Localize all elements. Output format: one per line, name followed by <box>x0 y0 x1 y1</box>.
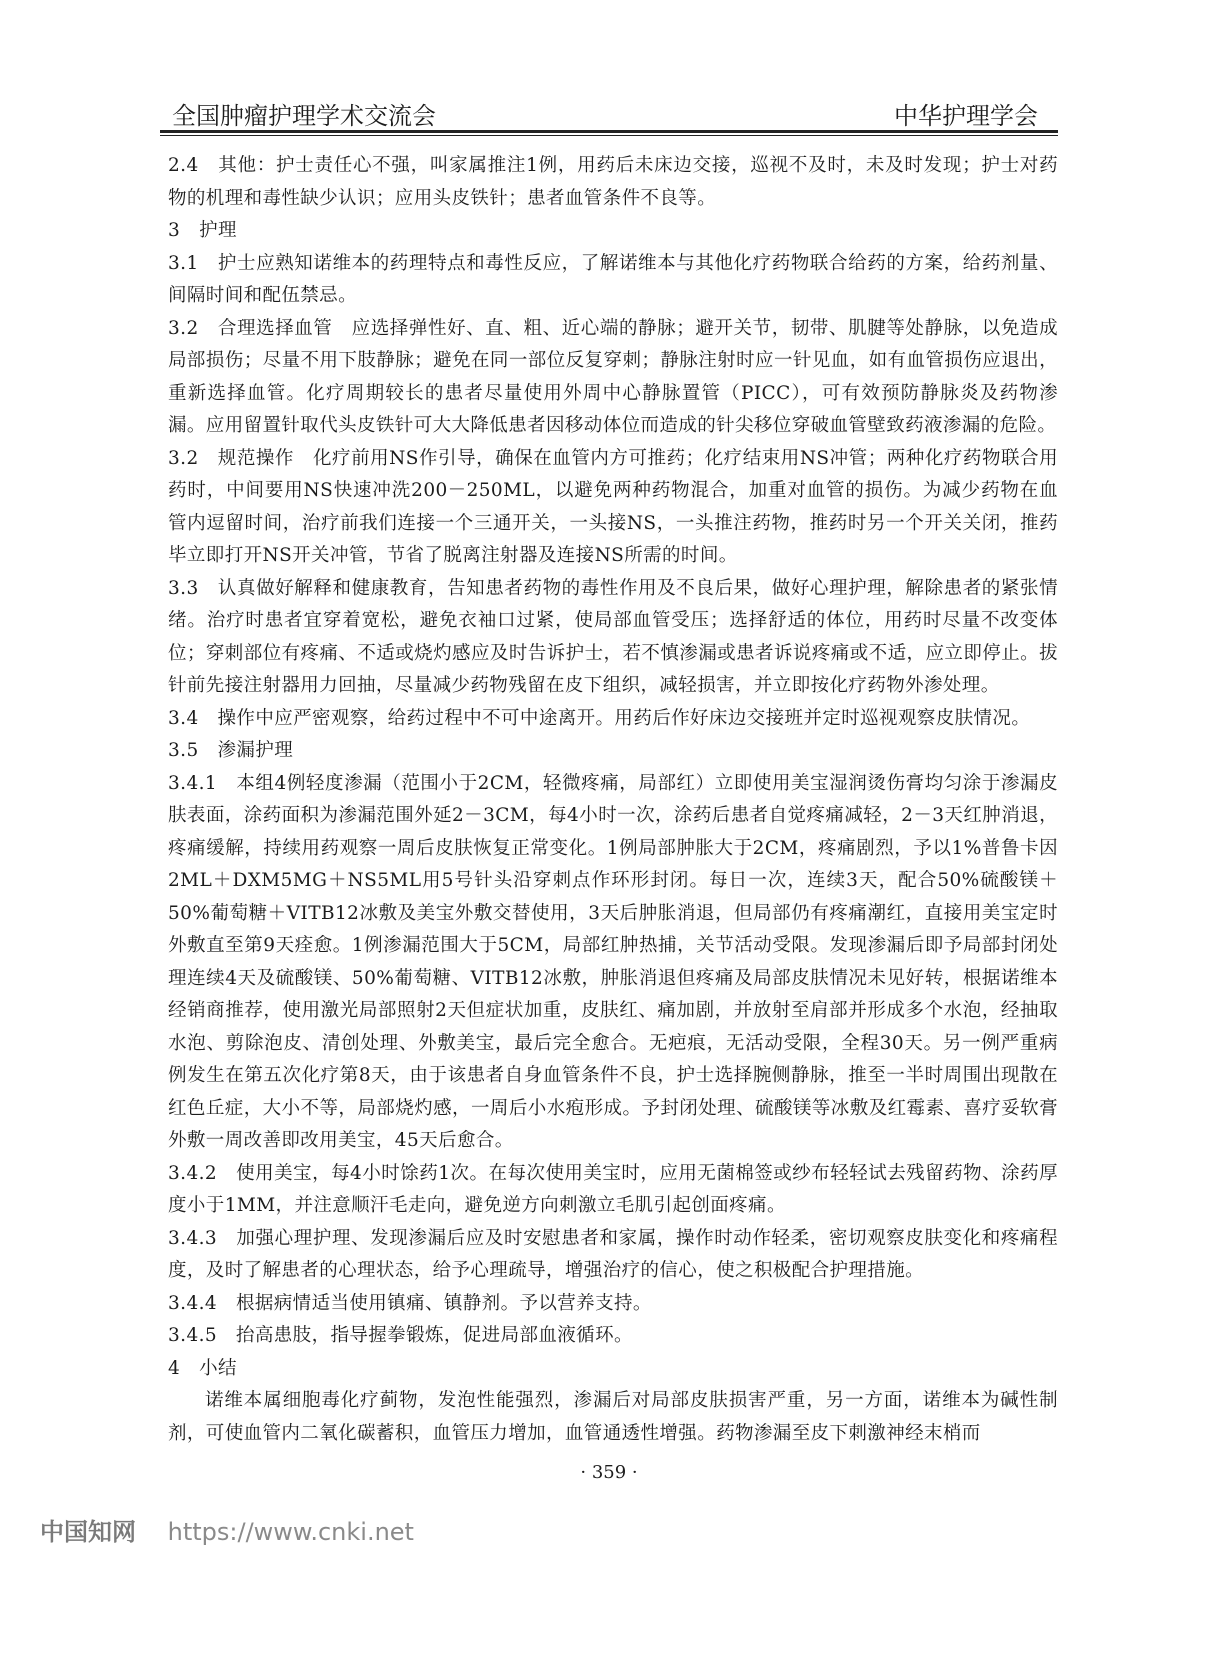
paragraph-3-4-4: 3.4.4 根据病情适当使用镇痛、镇静剂。予以营养支持。 <box>168 1292 652 1314</box>
paragraph-3-4-2: 3.4.2 使用美宝，每4小时馀药1次。在每次使用美宝时，应用无菌棉签或纱布轻轻试去残留药物、涂药厚度小于1MM，并注意顺汗毛走向，避免逆方向刺激立毛肌引起创面疼痛。 <box>168 1162 1058 1216</box>
watermark-logo-text: 中国知网 <box>40 1518 136 1546</box>
paragraph-3-4-1: 3.4.1 本组4例轻度渗漏（范围小于2CM，轻微疼痛，局部红）立即使用美宝湿润烫伤膏均匀涂于渗漏皮肤表面，涂药面积为渗漏范围外延2－3CM，每4小时一次，涂药后患者自觉疼痛减轻，2－3天红肿消退，疼痛缓解，持续用药观察一周后皮肤恢复正常变化。1例局部肿胀大于2CM，疼痛剧烈，予以1%普鲁卡因2ML＋DXM5MG＋NS5ML用5号针头沿穿刺点作环形封闭。每日一次，连续3天，配合50%硫酸镁＋50%葡萄糖＋VITB12冰敷及美宝外敷交替使用，3天后肿胀消退，但局部仍有疼痛潮红，直接用美宝定时外敷直至第9天痊愈。1例渗漏范围大于5CM，局部红肿热捕，关节活动受限。发现渗漏后即予局部封闭处理连续4天及硫酸镁、50%葡萄糖、VITB12冰敷，肿胀消退但疼痛及局部皮肤情况未见好转，根据诺维本经销商推荐，使用激光局部照射2天但症状加重，皮肤红、痛加剧，并放射至肩部并形成多个水泡，经抽取水泡、剪除泡皮、清创处理、外敷美宝，最后完全愈合。无疤痕，无活动受限，全程30天。另一例严重病例发生在第五次化疗第8天，由于该患者自身血管条件不良，护士选择腕侧静脉，推至一半时周围出现散在红色丘症，大小不等，局部烧灼感，一周后小水疱形成。予封闭处理、硫酸镁等冰敷及红霉素、喜疗妥软膏外敷一周改善即改用美宝，45天后愈合。 <box>168 772 1058 1151</box>
paragraph-2-4: 2.4 其他：护士责任心不强，叫家属推注1例，用药后未床边交接，巡视不及时，未及时发现；护士对药物的机理和毒性缺少认识；应用头皮铁针；患者血管条件不良等。 <box>168 155 1058 209</box>
conference-title: 全国肿瘤护理学术交流会 <box>172 102 436 130</box>
page-header <box>160 92 1058 132</box>
section-heading-4: 4 小结 <box>168 1357 237 1379</box>
paragraph-3-2-vessel: 3.2 合理选择血管 应选择弹性好、直、粗、近心端的静脉；避开关节，韧带、肌腱等处静脉，以免造成局部损伤；尽量不用下肢静脉；避免在同一部位反复穿刺；静脉注射时应一针见血，如有血管损伤应退出，重新选择血管。化疗周期较长的患者尽量使用外周中心静脉置管（PICC），可有效预防静脉炎及药物渗漏。应用留置针取代头皮铁针可大大降低患者因移动体位而造成的针尖移位穿破血管壁致药液渗漏的危险。 <box>168 317 1058 436</box>
section-heading-3-5: 3.5 渗漏护理 <box>168 740 294 761</box>
page-number: · 359 · <box>580 1462 638 1483</box>
paragraph-3-1: 3.1 护士应熟知诺维本的药理特点和毒性反应，了解诺维本与其他化疗药物联合给药的方案，给药剂量、间隔时间和配伍禁忌。 <box>168 252 1058 306</box>
section-heading-3: 3 护理 <box>168 220 237 241</box>
paragraph-3-3: 3.3 认真做好解释和健康教育，告知患者药物的毒性作用及不良后果，做好心理护理，解除患者的紧张情绪。治疗时患者宜穿着宽松，避免衣袖口过紧，使局部血管受压；选择舒适的体位，用药时尽量不改变体位；穿刺部位有疼痛、不适或烧灼感应及时告诉护士，若不慎渗漏或患者诉说疼痛或不适，应立即停止。拔针前先接注射器用力回抽，尽量减少药物残留在皮下组织，减轻损害，并立即按化疗药物外渗处理。 <box>168 577 1058 696</box>
header-rule-thin <box>160 135 1058 136</box>
watermark-url: https://www.cnki.net <box>167 1518 414 1546</box>
header-rule-thick <box>160 130 1058 133</box>
paragraph-3-4-5: 3.4.5 抬高患肢，指导握拳锻炼，促进局部血液循环。 <box>168 1325 633 1346</box>
cnki-watermark <box>40 1512 414 1547</box>
paragraph-3-2-operation: 3.2 规范操作 化疗前用NS作引导，确保在血管内方可推药；化疗结束用NS冲管；两种化疗药物联合用药时，中间要用NS快速冲洗200－250ML，以避免两种药物混合，加重对血管的损伤。为减少药物在血管内逗留时间，治疗前我们连接一个三通开关，一头接NS，一头推注药物，推药时另一个开关关闭，推药毕立即打开NS开关冲管，节省了脱离注射器及连接NS所需的时间。 <box>168 447 1058 566</box>
society-name: 中华护理学会 <box>894 102 1038 130</box>
body-text <box>168 150 1058 1450</box>
paragraph-3-4-3: 3.4.3 加强心理护理、发现渗漏后应及时安慰患者和家属，操作时动作轻柔，密切观察皮肤变化和疼痛程度，及时了解患者的心理状态，给予心理疏导，增强治疗的信心，使之积极配合护理措施。 <box>168 1227 1058 1281</box>
paragraph-summary: 诺维本属细胞毒化疗蓟物，发泡性能强烈，渗漏后对局部皮肤损害严重，另一方面，诺维本为碱性制剂，可使血管内二氧化碳蓄积，血管压力增加，血管通透性增强。药物渗漏至皮下刺激神经末梢而 <box>168 1390 1058 1444</box>
paragraph-3-4: 3.4 操作中应严密观察，给药过程中不可中途离开。用药后作好床边交接班并定时巡视观察皮肤情况。 <box>168 707 1031 729</box>
